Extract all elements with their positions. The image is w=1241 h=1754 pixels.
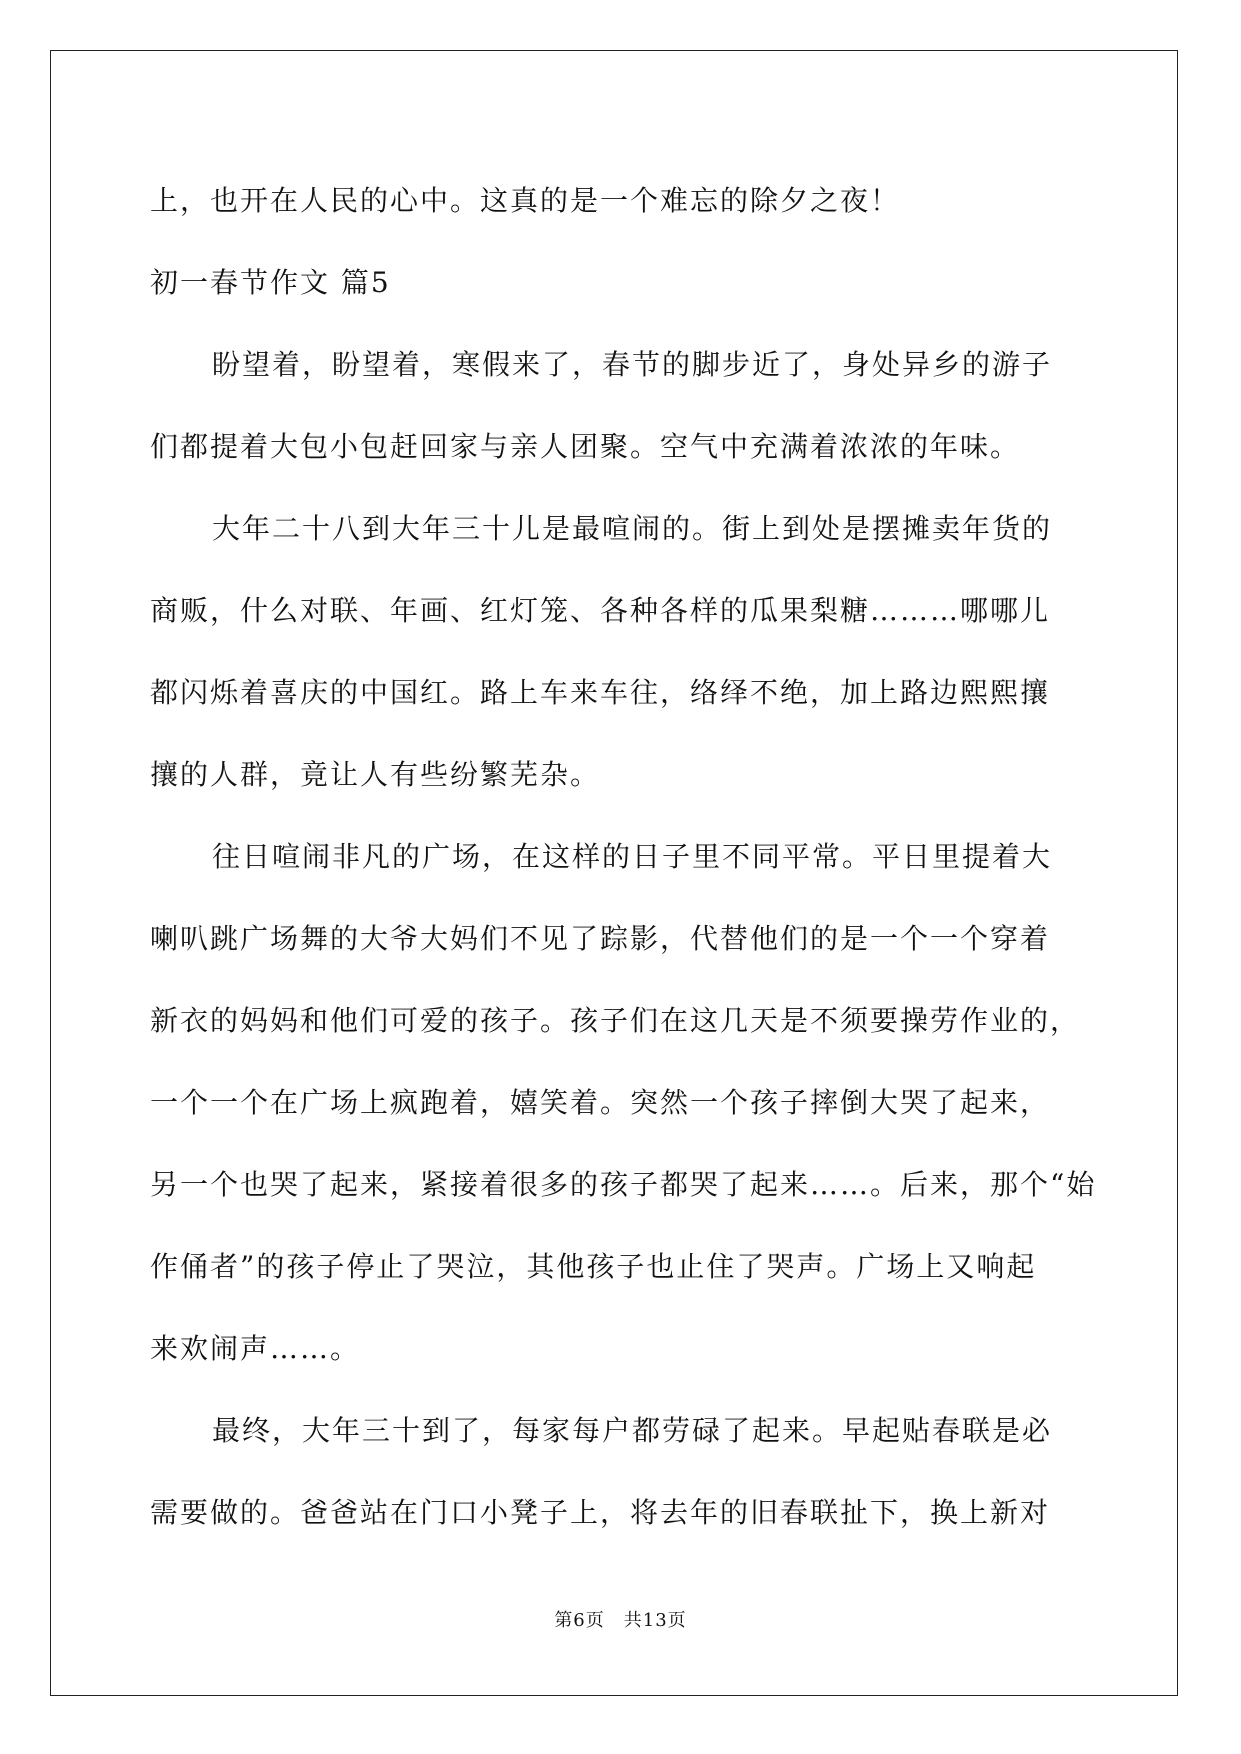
- text-line: 新衣的妈妈和他们可爱的孩子。孩子们在这几天是不须要操劳作业的，: [150, 1004, 1081, 1037]
- text-line: 另一个也哭了起来，紧接着很多的孩子都哭了起来……。后来，那个“始: [150, 1168, 1097, 1201]
- paragraph-first-line: 大年二十八到大年三十儿是最喧闹的。街上到处是摆摊卖年货的: [212, 512, 1053, 545]
- document-body: [150, 160, 1097, 1554]
- paragraph-first-line: 盼望着，盼望着，寒假来了，春节的脚步近了，身处异乡的游子: [212, 348, 1053, 381]
- text-line: 需要做的。爸爸站在门口小凳子上，将去年的旧春联扯下，换上新对: [150, 1496, 1051, 1529]
- text-line: 作俑者”的孩子停止了哭泣，其他孩子也止住了哭声。广场上又响起: [150, 1250, 1037, 1283]
- paragraph-first-line: 往日喧闹非凡的广场，在这样的日子里不同平常。平日里提着大: [212, 840, 1053, 873]
- paragraph-first-line: 最终，大年三十到了，每家每户都劳碌了起来。早起贴春联是必: [212, 1414, 1053, 1447]
- page-number-footer: 第6页 共13页: [554, 1610, 687, 1631]
- text-line: 来欢闹声……。: [150, 1332, 361, 1365]
- text-line: 商贩，什么对联、年画、红灯笼、各种各样的瓜果梨糖………哪哪儿: [150, 594, 1051, 627]
- text-line: 一个一个在广场上疯跑着，嬉笑着。突然一个孩子摔倒大哭了起来，: [150, 1086, 1051, 1119]
- text-line: 上，也开在人民的心中。这真的是一个难忘的除夕之夜！: [150, 184, 901, 217]
- section-heading: 初一春节作文 篇5: [150, 266, 391, 299]
- text-line: 们都提着大包小包赶回家与亲人团聚。空气中充满着浓浓的年味。: [150, 430, 1021, 463]
- text-line: 都闪烁着喜庆的中国红。路上车来车往，络绎不绝，加上路边熙熙攘: [150, 676, 1051, 709]
- text-line: 攘的人群，竟让人有些纷繁芜杂。: [150, 758, 601, 791]
- text-line: 喇叭跳广场舞的大爷大妈们不见了踪影，代替他们的是一个一个穿着: [150, 922, 1051, 955]
